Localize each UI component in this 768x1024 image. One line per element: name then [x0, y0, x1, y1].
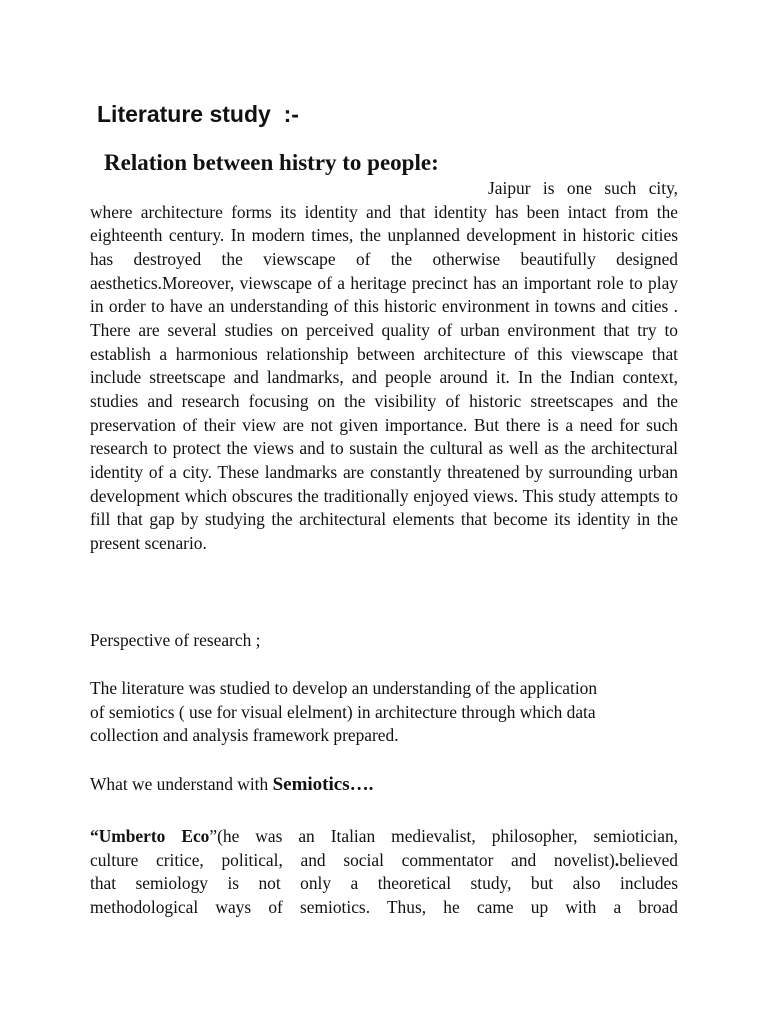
author-description: ”(he was an Italian medievalist, philosopher, semiotician, — [209, 826, 678, 846]
author-description-cont: culture critice, political, and social commentator and novelist) — [90, 849, 615, 870]
perspective-heading: Perspective of research ; — [90, 630, 261, 650]
paragraph-line: The literature was studied to develop an understanding of the application — [90, 678, 598, 698]
umberto-eco-paragraph — [90, 825, 678, 920]
page-title: Literature study :- — [97, 101, 299, 127]
literature-paragraph — [90, 677, 690, 748]
paragraph-line: methodological ways of semiotics. Thus, he came up with a broad — [90, 896, 678, 917]
bold-period: . — [614, 849, 620, 870]
section-subheading: Relation between histry to people: — [104, 150, 439, 175]
paragraph-line — [90, 849, 678, 873]
paragraph-line: of semiotics ( use for visual elelment) in architecture through which data — [90, 701, 596, 722]
question-prefix: What we understand with — [90, 774, 273, 794]
author-name: “Umberto Eco — [90, 826, 210, 846]
semiotics-term: Semiotics…. — [272, 774, 374, 795]
paragraph-line — [90, 825, 678, 849]
paragraph-line: that semiology is not only a theoretical study, but also includes — [90, 873, 678, 894]
believed-text: believed — [619, 849, 678, 870]
intro-paragraph: Jaipur is one such city, where architecture forms its identity and that identity has been intact from the eighteenth century. In modern times, the unplanned development in historic cities has destroyed the viewscape of the otherwise beautifully designed aesthetics.Moreover, viewscape of a heritage precinct has an important role to play in order to have an understanding of this historic environment in towns and cities . There are several studies on perceived quality of urban environment that try to establish a harmonious relationship between architecture of this viewscape that include streetscape and landmarks, and people around it. In the Indian context, studies and research focusing on the visibility of historic streetscapes and the preservation of their view are not given importance. But there is a need for such research to protect the views and to sustain the cultural as well as the architectural identity of a city. These landmarks are constantly threatened by surrounding urban development which obscures the traditionally enjoyed views. This study attempts to fill that gap by studying the architectural elements that become its identity in the present scenario. — [90, 178, 678, 553]
semiotics-question — [90, 773, 690, 797]
paragraph-line: collection and analysis framework prepared. — [90, 725, 399, 746]
